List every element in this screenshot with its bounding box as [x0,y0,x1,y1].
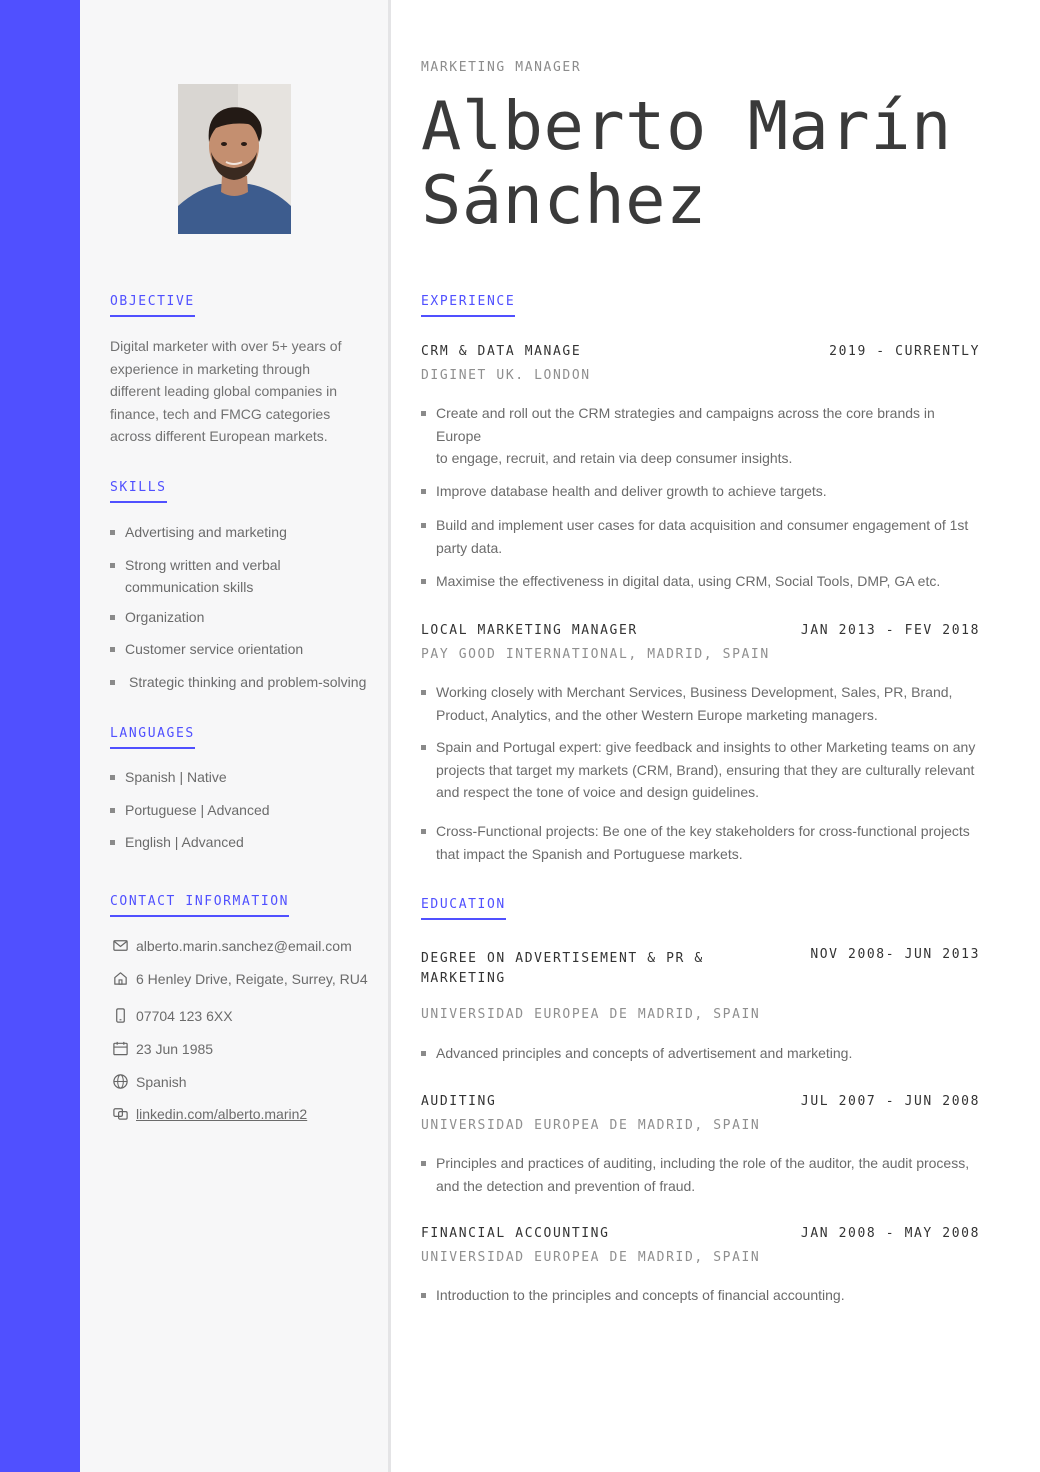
list-item [436,820,981,865]
bullet-line: and respect the tone of voice and design guidelines. [436,784,760,801]
skills-list [125,521,375,694]
calendar-icon [112,1040,129,1057]
education-date: JAN 2008 - MAY 2008 [800,1226,980,1241]
contact-nationality [112,1073,187,1090]
contact-address [112,970,368,987]
bullet-line: Maximise the effectiveness in digital data, using CRM, Social Tools, DMP, GA etc. [436,572,941,589]
job-date: 2019 - CURRENTLY [829,344,980,359]
bullet-line: projects that target my markets (CRM, Brand), ensuring that they are culturally relevant [436,761,975,778]
bullet-line: Build and implement user cases for data acquisition and consumer engagement of 1st [436,517,969,534]
accent-bar [0,0,80,1472]
name-line-2: Sánchez [421,161,707,239]
column-divider [388,0,391,1472]
job-title: LOCAL MARKETING MANAGER [421,623,638,638]
list-item [436,570,981,593]
job-company: PAY GOOD INTERNATIONAL, MADRID, SPAIN [421,647,770,662]
bullet-line: Spain and Portugal expert: give feedback and insights to other Marketing teams on any [436,739,976,756]
list-item [436,681,981,726]
education-bullets [436,1284,981,1307]
linkedin-link[interactable]: linkedin.com/alberto.marin2 [136,1105,308,1122]
education-date: NOV 2008- JUN 2013 [810,947,980,962]
name-line-1: Alberto Marín [421,87,952,165]
contact-linkedin [112,1105,307,1122]
list-item: Strategic thinking and problem-solving [125,671,375,694]
job-date: JAN 2013 - FEV 2018 [800,623,980,638]
contact-email [112,937,352,954]
list-item: Portuguese | Advanced [125,799,375,822]
education-school: UNIVERSIDAD EUROPEA DE MADRID, SPAIN [421,1007,761,1022]
list-item [436,1152,981,1197]
profile-photo [178,84,291,234]
list-item [125,554,375,599]
job-bullets [436,681,981,865]
objective-line: experience in marketing through [110,360,311,377]
objective-line: finance, tech and FMCG categories [110,405,331,422]
nationality-text: Spanish [136,1073,187,1090]
contact-phone [112,1007,233,1024]
list-item: Advertising and marketing [125,521,375,544]
globe-icon [112,1073,129,1090]
objective-text [110,335,360,448]
bullet-line: Principles and practices of auditing, including the role of the auditor, the audit process, [436,1155,970,1171]
bullet-line: party data. [436,539,503,556]
link-icon [112,1105,129,1122]
list-item: Customer service orientation [125,638,375,661]
bullet-line: Working closely with Merchant Services, Business Development, Sales, PR, Brand, [436,684,953,700]
list-item [436,1042,981,1065]
list-item: Organization [125,606,375,629]
bullet-line: and the detection and prevention of fraud. [436,1177,696,1194]
bullet-line: Improve database health and deliver growth to achieve targets. [436,482,827,499]
objective-heading: OBJECTIVE [110,294,195,317]
objective-line: Digital marketer with over 5+ years of [110,338,342,354]
list-item: English | Advanced [125,831,375,854]
languages-heading: LANGUAGES [110,726,195,749]
education-title: AUDITING [421,1094,497,1109]
education-heading: EDUCATION [421,897,506,920]
list-item [436,1284,981,1307]
list-item [436,736,981,804]
address-text: 6 Henley Drive, Reigate, Surrey, RU4 [136,970,368,987]
job-bullets [436,402,981,592]
education-bullets [436,1152,981,1197]
contact-birthdate [112,1040,213,1057]
education-school: UNIVERSIDAD EUROPEA DE MADRID, SPAIN [421,1118,761,1133]
bullet-line: Introduction to the principles and concepts of financial accounting. [436,1287,845,1303]
list-item [436,514,981,559]
profile-photo-icon [178,84,291,234]
home-icon [112,970,129,987]
list-item [436,402,981,470]
bullet-line: Product, Analytics, and the other Western Europe marketing managers. [436,706,878,723]
education-title-line: DEGREE ON ADVERTISEMENT & PR & [421,951,704,966]
objective-line: different leading global companies in [110,383,338,400]
education-title [421,949,704,989]
bullet-line: Cross-Functional projects: Be one of the key stakeholders for cross-functional projects [436,822,970,839]
education-bullets [436,1042,981,1065]
job-title: CRM & DATA MANAGE [421,344,582,359]
phone-text: 07704 123 6XX [136,1007,233,1024]
contact-heading: CONTACT INFORMATION [110,894,289,917]
languages-list [125,766,375,854]
bullet-line: that impact the Spanish and Portuguese markets. [436,845,743,862]
birthdate-text: 23 Jun 1985 [136,1040,214,1057]
skill-line: Strong written and verbal [125,556,281,573]
bullet-line: Advanced principles and concepts of advertisement and marketing. [436,1045,853,1061]
education-date: JUL 2007 - JUN 2008 [800,1094,980,1109]
objective-line: across different European markets. [110,428,328,445]
education-school: UNIVERSIDAD EUROPEA DE MADRID, SPAIN [421,1250,761,1265]
bullet-line: Create and roll out the CRM strategies and campaigns across the core brands in Europe [436,405,935,444]
list-item: Spanish | Native [125,766,375,789]
experience-heading: EXPERIENCE [421,294,515,317]
skills-heading: SKILLS [110,480,167,503]
education-title-line: MARKETING [421,971,506,986]
role-label: MARKETING MANAGER [421,60,582,75]
bullet-line: to engage, recruit, and retain via deep consumer insights. [436,450,793,467]
job-company: DIGINET UK. LONDON [421,368,591,383]
list-item [436,480,981,503]
email-text: alberto.marin.sanchez@email.com [136,937,352,954]
skill-line: communication skills [125,579,254,596]
mail-icon [112,937,129,954]
phone-icon [112,1007,129,1024]
education-title: FINANCIAL ACCOUNTING [421,1226,610,1241]
